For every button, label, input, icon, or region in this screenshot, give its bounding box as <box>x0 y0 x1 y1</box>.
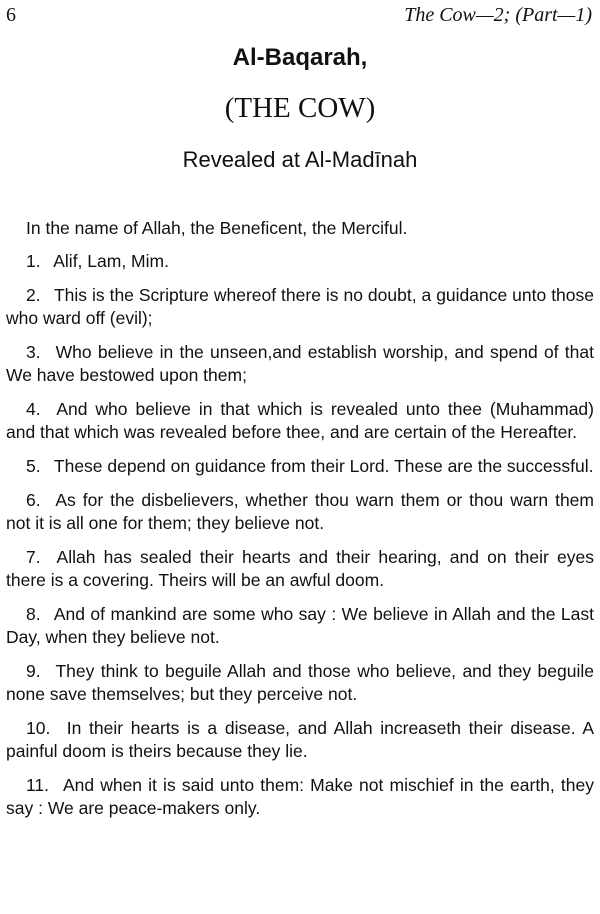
surah-subtitle: (THE COW) <box>224 92 376 124</box>
verse-11: 11. And when it is said unto them: Make not mischief in the earth, they say : We are peace-makers only. <box>6 775 594 818</box>
revelation-place: Revealed at Al-Madīnah <box>182 147 418 172</box>
verse-8: 8. And of mankind are some who say : We believe in Allah and the Last Day, when they believe not. <box>6 604 594 647</box>
page-header <box>6 4 592 28</box>
verse-7: 7. Allah has sealed their hearts and their hearing, and on their eyes there is a covering. Theirs will be an awful doom. <box>6 547 594 590</box>
surah-text <box>6 217 594 831</box>
verse-4: 4. And who believe in that which is revealed unto thee (Muhammad) and that which was revealed before thee, and are certain of the Hereafter. <box>6 399 594 442</box>
running-head: The Cow—2; (Part—1) <box>404 4 592 26</box>
verse-6: 6. As for the disbelievers, whether thou warn them or thou warn them not it is all one for them; they believe not. <box>6 490 594 533</box>
verse-5: 5. These depend on guidance from their Lord. These are the successful. <box>26 456 594 476</box>
verse-10: 10. In their hearts is a disease, and Allah increaseth their disease. A painful doom is theirs because they lie. <box>6 718 594 761</box>
verse-9: 9. They think to beguile Allah and those who believe, and they beguile none save themselves; but they perceive not. <box>6 661 594 704</box>
verse-2: 2. This is the Scripture whereof there is no doubt, a guidance unto those who ward off (evil); <box>6 285 594 328</box>
page-number: 6 <box>6 4 16 26</box>
verse-1: 1. Alif, Lam, Mim. <box>26 251 169 271</box>
opening-line: In the name of Allah, the Beneficent, the Merciful. <box>26 218 408 238</box>
surah-title: Al-Baqarah, <box>232 44 368 71</box>
verse-3: 3. Who believe in the unseen,and establish worship, and spend of that We have bestowed upon them; <box>6 342 594 385</box>
